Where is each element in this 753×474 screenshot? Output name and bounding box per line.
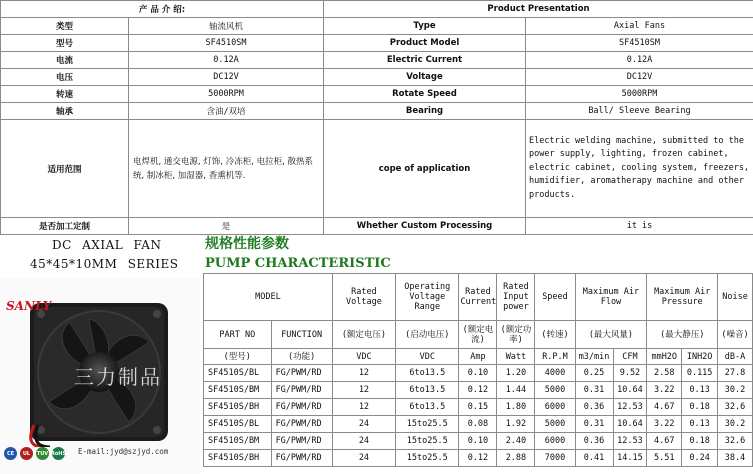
- cell-speed: 6000: [535, 399, 575, 416]
- cell-rated-current: 0.10: [459, 365, 497, 382]
- value-cn: 含油/双培: [129, 103, 324, 120]
- value-en: it is: [526, 218, 753, 235]
- ce-cert-icon: CE: [4, 447, 17, 460]
- label-en: Rotate Speed: [324, 86, 526, 103]
- cell-operating-voltage: 15to25.5: [396, 450, 459, 467]
- row-type: [1, 18, 753, 35]
- cell-rated-input: 1.80: [497, 399, 535, 416]
- cell-function: FG/PWM/RD: [271, 416, 332, 433]
- cell-rated-input: 1.20: [497, 365, 535, 382]
- cell-speed: 5000: [535, 382, 575, 399]
- cell-rated-voltage: 24: [332, 433, 395, 450]
- cell-air-pressure-in: 0.13: [682, 382, 718, 399]
- cell-air-pressure-mm: 3.22: [647, 382, 682, 399]
- tuv-cert-icon: TUV: [36, 447, 49, 460]
- cell-rated-current: 0.15: [459, 399, 497, 416]
- col-rated-voltage: Rated Voltage: [332, 274, 395, 321]
- series-title-line1: DC AXIAL FAN: [52, 238, 162, 252]
- cell-speed: 7000: [535, 450, 575, 467]
- col-rated-input-cn: (额定功率): [497, 321, 535, 349]
- value-cn: 5000RPM: [129, 86, 324, 103]
- col-air-flow: Maximum Air Flow: [575, 274, 647, 321]
- unit-rpm: R.P.M: [535, 349, 575, 365]
- certification-badges: [4, 447, 65, 460]
- spec-data-row: [204, 450, 753, 467]
- row-current: [1, 52, 753, 69]
- cell-rated-current: 0.08: [459, 416, 497, 433]
- cell-air-flow-cfm: 14.15: [613, 450, 647, 467]
- label-cn: 电流: [1, 52, 129, 69]
- col-function: FUNCTION: [271, 321, 332, 349]
- cell-air-flow-m3: 0.25: [575, 365, 613, 382]
- spec-data-row: [204, 382, 753, 399]
- value-en: DC12V: [526, 69, 753, 86]
- cell-noise: 32.6: [718, 399, 753, 416]
- label-cn: 适用范围: [1, 120, 129, 218]
- value-en: Electric welding machine, submitted to the power supply, lighting, frozen cabinet, electric cabinet, cooling system, freezers, humidifier, aromatherapy machine and other products.: [526, 120, 753, 218]
- spec-data-row: [204, 433, 753, 450]
- label-cn: 电压: [1, 69, 129, 86]
- cell-air-pressure-mm: 3.22: [647, 416, 682, 433]
- col-air-flow-cn: (最大风量): [575, 321, 647, 349]
- unit-vdc: VDC: [332, 349, 395, 365]
- cell-air-flow-cfm: 10.64: [613, 382, 647, 399]
- col-rated-input: Rated Input power: [497, 274, 535, 321]
- value-en: Ball/ Sleeve Bearing: [526, 103, 753, 120]
- cell-speed: 4000: [535, 365, 575, 382]
- col-rated-current-cn: (额定电流): [459, 321, 497, 349]
- cell-air-pressure-in: 0.13: [682, 416, 718, 433]
- value-en: 0.12A: [526, 52, 753, 69]
- col-operating-voltage-cn: (启动电压): [396, 321, 459, 349]
- cell-air-pressure-mm: 5.51: [647, 450, 682, 467]
- col-noise: Noise: [718, 274, 753, 321]
- pump-title-en: PUMP CHARACTERISTIC: [205, 256, 391, 271]
- value-cn: 是: [129, 218, 324, 235]
- cell-rated-voltage: 12: [332, 382, 395, 399]
- value-cn: 电焊机, 通交电源, 灯饰, 冷冻柜, 电拉柜, 散热系统, 制冰柜, 加湿器, 香熏机等.: [129, 120, 324, 218]
- cell-air-pressure-mm: 2.58: [647, 365, 682, 382]
- cell-rated-voltage: 24: [332, 450, 395, 467]
- value-cn: DC12V: [129, 69, 324, 86]
- cell-noise: 32.6: [718, 433, 753, 450]
- unit-mmh2o: mmH2O: [647, 349, 682, 365]
- label-en: Type: [324, 18, 526, 35]
- cell-operating-voltage: 6to13.5: [396, 365, 459, 382]
- cell-part-no: SF4510S/BM: [204, 433, 272, 450]
- label-en: Electric Current: [324, 52, 526, 69]
- cell-air-flow-cfm: 10.64: [613, 416, 647, 433]
- cell-part-no: SF4510S/BH: [204, 399, 272, 416]
- cell-operating-voltage: 15to25.5: [396, 433, 459, 450]
- label-en: Bearing: [324, 103, 526, 120]
- spec-data-row: [204, 399, 753, 416]
- label-cn: 型号: [1, 35, 129, 52]
- cell-air-pressure-mm: 4.67: [647, 399, 682, 416]
- cell-function: FG/PWM/RD: [271, 450, 332, 467]
- col-air-pressure-cn: (最大静压): [647, 321, 718, 349]
- label-cn: 是否加工定制: [1, 218, 129, 235]
- brand-logo: SANLY: [6, 299, 52, 313]
- cell-noise: 30.2: [718, 382, 753, 399]
- cell-air-pressure-in: 0.18: [682, 433, 718, 450]
- cell-function: FG/PWM/RD: [271, 365, 332, 382]
- ul-cert-icon: UL: [20, 447, 33, 460]
- cell-rated-voltage: 24: [332, 416, 395, 433]
- cell-noise: 27.8: [718, 365, 753, 382]
- cell-rated-current: 0.10: [459, 433, 497, 450]
- col-noise-cn: (噪音): [718, 321, 753, 349]
- spec-data-row: [204, 365, 753, 382]
- cell-part-no: SF4510S/BH: [204, 450, 272, 467]
- row-custom: [1, 218, 753, 235]
- watermark: 三力制品: [74, 365, 162, 389]
- cell-air-flow-m3: 0.36: [575, 399, 613, 416]
- cell-air-flow-m3: 0.31: [575, 382, 613, 399]
- unit-amp: Amp: [459, 349, 497, 365]
- row-model: [1, 35, 753, 52]
- cell-air-flow-cfm: 12.53: [613, 399, 647, 416]
- label-en: Product Model: [324, 35, 526, 52]
- cell-rated-voltage: 12: [332, 399, 395, 416]
- series-title: [30, 236, 200, 274]
- unit-watt: Watt: [497, 349, 535, 365]
- row-voltage: [1, 69, 753, 86]
- product-table-header: [1, 1, 753, 18]
- unit-model: (型号): [204, 349, 272, 365]
- cell-part-no: SF4510S/BL: [204, 365, 272, 382]
- cell-air-pressure-in: 0.18: [682, 399, 718, 416]
- spec-header-row: [204, 274, 753, 321]
- col-model: MODEL: [204, 274, 333, 321]
- cell-air-pressure-in: 0.24: [682, 450, 718, 467]
- spec-table-body: [204, 365, 753, 467]
- value-cn: 0.12A: [129, 52, 324, 69]
- col-part-no: PART NO: [204, 321, 272, 349]
- unit-vdc: VDC: [396, 349, 459, 365]
- cell-rated-input: 1.44: [497, 382, 535, 399]
- cell-function: FG/PWM/RD: [271, 399, 332, 416]
- cell-function: FG/PWM/RD: [271, 382, 332, 399]
- cell-air-flow-m3: 0.36: [575, 433, 613, 450]
- spec-subheader-row: [204, 321, 753, 349]
- cell-air-flow-m3: 0.31: [575, 416, 613, 433]
- label-en: Whether Custom Processing: [324, 218, 526, 235]
- value-en: SF4510SM: [526, 35, 753, 52]
- cell-rated-input: 1.92: [497, 416, 535, 433]
- unit-dba: dB-A: [718, 349, 753, 365]
- cell-noise: 30.2: [718, 416, 753, 433]
- unit-cfm: CFM: [613, 349, 647, 365]
- cell-part-no: SF4510S/BL: [204, 416, 272, 433]
- cell-air-flow-cfm: 9.52: [613, 365, 647, 382]
- cell-operating-voltage: 15to25.5: [396, 416, 459, 433]
- unit-inh2o: INH2O: [682, 349, 718, 365]
- label-cn: 转速: [1, 86, 129, 103]
- row-bearing: [1, 103, 753, 120]
- cell-air-pressure-mm: 4.67: [647, 433, 682, 450]
- header-en: Product Presentation: [324, 1, 753, 18]
- cell-rated-voltage: 12: [332, 365, 395, 382]
- cell-function: FG/PWM/RD: [271, 433, 332, 450]
- product-presentation-table: [0, 0, 753, 235]
- cell-speed: 6000: [535, 433, 575, 450]
- col-speed-cn: (转速): [535, 321, 575, 349]
- value-cn: SF4510SM: [129, 35, 324, 52]
- label-cn: 轴承: [1, 103, 129, 120]
- pump-title-cn: 规格性能参数: [205, 236, 289, 252]
- label-cn: 类型: [1, 18, 129, 35]
- col-air-pressure: Maximum Air Pressure: [647, 274, 718, 321]
- col-rated-current: Rated Current: [459, 274, 497, 321]
- cell-operating-voltage: 6to13.5: [396, 399, 459, 416]
- cell-speed: 5000: [535, 416, 575, 433]
- cell-air-pressure-in: 0.115: [682, 365, 718, 382]
- series-title-line2: 45*45*10MM SERIES: [30, 257, 179, 271]
- label-en: cope of application: [324, 120, 526, 218]
- value-en: Axial Fans: [526, 18, 753, 35]
- cell-rated-input: 2.88: [497, 450, 535, 467]
- row-application: [1, 120, 753, 218]
- cell-air-flow-cfm: 12.53: [613, 433, 647, 450]
- label-en: Voltage: [324, 69, 526, 86]
- spec-units-row: [204, 349, 753, 365]
- cell-rated-current: 0.12: [459, 382, 497, 399]
- cell-operating-voltage: 6to13.5: [396, 382, 459, 399]
- col-rated-voltage-cn: (额定电压): [332, 321, 395, 349]
- pump-characteristic-table: [203, 273, 753, 467]
- col-operating-voltage: Operating Voltage Range: [396, 274, 459, 321]
- rohs-cert-icon: RoHS: [52, 447, 65, 460]
- unit-function: (功能): [271, 349, 332, 365]
- value-cn: 轴流风机: [129, 18, 324, 35]
- col-speed: Speed: [535, 274, 575, 321]
- row-speed: [1, 86, 753, 103]
- product-image: [0, 279, 200, 474]
- unit-m3: m3/min: [575, 349, 613, 365]
- cell-rated-input: 2.40: [497, 433, 535, 450]
- contact-email: E-mail:jyd@szjyd.com: [78, 447, 169, 456]
- cell-air-flow-m3: 0.41: [575, 450, 613, 467]
- cell-rated-current: 0.12: [459, 450, 497, 467]
- header-cn: 产 品 介 绍:: [1, 1, 324, 18]
- cell-part-no: SF4510S/BM: [204, 382, 272, 399]
- cell-noise: 38.4: [718, 450, 753, 467]
- value-en: 5000RPM: [526, 86, 753, 103]
- spec-data-row: [204, 416, 753, 433]
